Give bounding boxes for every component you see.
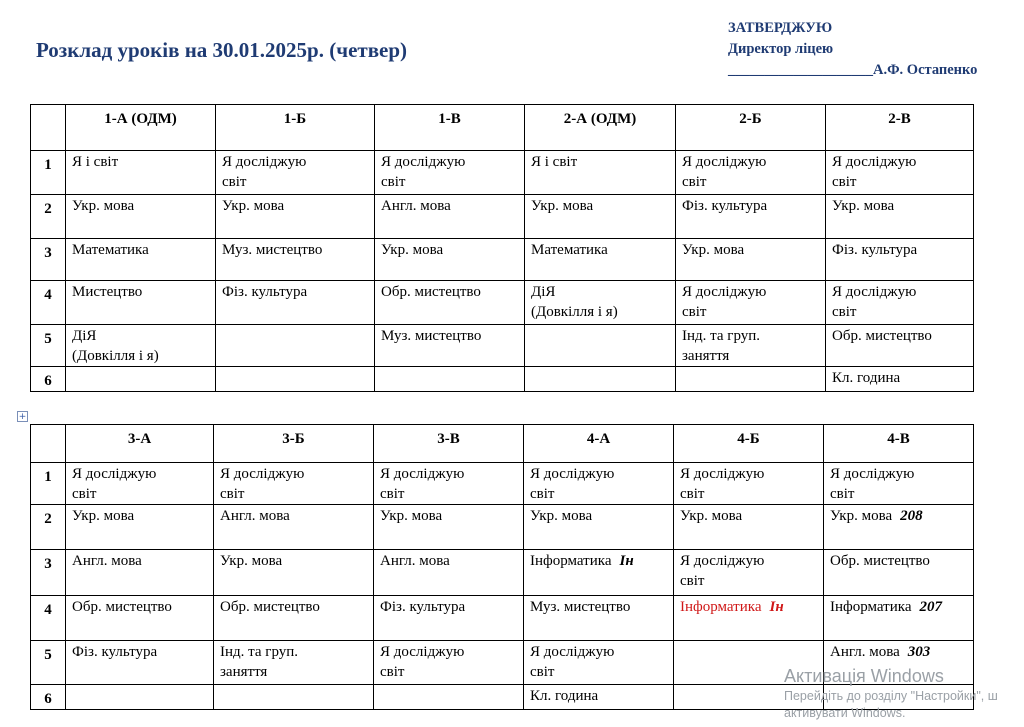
approval-block [728,18,977,81]
lesson-number: 3 [31,550,66,596]
corner-cell [31,425,66,463]
lesson-cell [216,195,375,239]
subject-text: Кл. година [832,370,901,386]
subject-text: Укр. мова [531,198,594,214]
subject-text: Англ. мова 303 [830,644,931,660]
lesson-cell [216,151,375,195]
lesson-cell [374,596,524,641]
lesson-cell [674,596,824,641]
lesson-cell [66,505,214,550]
activation-line-3: активувати Windows. [784,706,906,720]
class-header: 1-Б [216,105,375,151]
subject-text: Укр. мова 208 [830,508,923,524]
subject-text: світ [72,486,97,502]
subject-text: світ [832,304,857,320]
subject-text: заняття [682,348,730,364]
lesson-cell [375,325,525,367]
subject-text: Англ. мова [220,508,290,524]
subject-text: світ [830,486,855,502]
subject-text: Я досліджую [530,466,615,482]
lesson-cell [66,195,216,239]
subject-text: Кл. година [530,688,599,704]
lesson-number: 4 [31,281,66,325]
subject-text: Англ. мова [380,553,450,569]
lesson-cell [525,325,676,367]
lesson-cell [214,550,374,596]
lesson-cell [824,505,974,550]
lesson-cell [524,505,674,550]
class-header: 1-А (ОДМ) [66,105,216,151]
class-header: 2-В [826,105,974,151]
subject-text: Обр. мистецтво [832,328,932,344]
lesson-cell [676,281,826,325]
subject-text: Я досліджую [682,284,767,300]
lesson-cell [524,463,674,505]
lesson-cell [66,151,216,195]
lesson-cell [66,239,216,281]
lesson-row [31,239,974,281]
lesson-cell [676,151,826,195]
lesson-cell [216,367,375,392]
class-header: 3-В [374,425,524,463]
subject-text: світ [530,664,555,680]
subject-text: Укр. мова [72,508,135,524]
lesson-row [31,325,974,367]
activation-line-2: Перейдіть до розділу "Настройки", ш [784,689,998,703]
subject-text: Інд. та груп. [220,644,299,660]
lesson-cell [826,281,974,325]
lesson-cell [216,239,375,281]
lesson-number: 2 [31,195,66,239]
lesson-number: 6 [31,685,66,710]
subject-text: Обр. мистецтво [220,599,320,615]
subject-text: Інформатика Ін [680,599,784,615]
activation-title: Активація Windows [784,666,944,686]
class-header: 4-В [824,425,974,463]
lesson-row [31,195,974,239]
subject-text: Обр. мистецтво [72,599,172,615]
subject-text: Я досліджую [381,154,466,170]
lesson-cell [216,281,375,325]
subject-text: Я досліджую [530,644,615,660]
subject-text: Мистецтво [72,284,143,300]
subject-text: Укр. мова [530,508,593,524]
subject-text: світ [680,486,705,502]
lesson-cell [375,151,525,195]
lesson-cell [525,281,676,325]
lesson-cell [824,596,974,641]
subject-text: Я досліджую [832,284,917,300]
lesson-cell [374,550,524,596]
subject-text: світ [832,174,857,190]
lesson-cell [66,367,216,392]
lesson-row [31,505,974,550]
lesson-cell [66,550,214,596]
lesson-cell [374,505,524,550]
lesson-number: 1 [31,151,66,195]
subject-text: Я і світ [72,154,119,170]
table-header-row [31,425,974,463]
lesson-number: 1 [31,463,66,505]
subject-text: Муз. мистецтво [381,328,482,344]
lesson-cell [525,151,676,195]
lesson-cell [525,195,676,239]
lesson-cell [824,463,974,505]
lesson-row [31,596,974,641]
room-label: 208 [900,508,923,524]
subject-text: заняття [220,664,268,680]
subject-text: Фіз. культура [832,242,918,258]
lesson-cell [214,685,374,710]
lesson-cell [66,463,214,505]
class-header: 1-В [375,105,525,151]
subject-text: Муз. мистецтво [222,242,323,258]
subject-text: світ [530,486,555,502]
lesson-row [31,550,974,596]
corner-cell [31,105,66,151]
lesson-number: 6 [31,367,66,392]
subject-text: ДіЯ [72,328,97,344]
approve-word: ЗАТВЕРДЖУЮ [728,20,833,36]
room-label: 303 [907,644,931,660]
subject-text: Муз. мистецтво [530,599,631,615]
class-header: 4-А [524,425,674,463]
approve-signature: ____________________А.Ф. Остапенко [728,62,978,78]
lesson-cell [826,195,974,239]
subject-text: Фіз. культура [72,644,158,660]
lesson-cell [375,367,525,392]
subject-text: Обр. мистецтво [830,553,930,569]
lesson-cell [676,367,826,392]
lesson-cell [66,685,214,710]
subject-text: Укр. мова [832,198,895,214]
subject-text: Інд. та груп. [682,328,761,344]
lesson-row [31,463,974,505]
lesson-cell [66,641,214,685]
subject-text: Математика [531,242,608,258]
subject-text: Англ. мова [381,198,451,214]
lesson-cell [524,685,674,710]
lesson-cell [676,195,826,239]
lesson-cell [214,505,374,550]
page-title: Розклад уроків на 30.01.2025р. (четвер) [36,38,408,62]
class-header: 2-Б [676,105,826,151]
subject-text: світ [682,174,707,190]
lesson-number: 2 [31,505,66,550]
approve-role: Директор ліцею [728,41,834,57]
lesson-cell [674,550,824,596]
lesson-cell [826,151,974,195]
lesson-cell [826,325,974,367]
subject-text: Фіз. культура [222,284,308,300]
subject-text: світ [380,486,405,502]
subject-text: Я досліджую [380,644,465,660]
subject-text: Математика [72,242,149,258]
subject-text: Я досліджую [72,466,157,482]
lesson-cell [216,325,375,367]
subject-text: Фіз. культура [682,198,768,214]
subject-text: Укр. мова [72,198,135,214]
lesson-row [31,367,974,392]
subject-text: Обр. мистецтво [381,284,481,300]
subject-text: світ [682,304,707,320]
subject-text: світ [222,174,247,190]
lesson-cell [826,239,974,281]
lesson-cell [525,367,676,392]
subject-text: Я досліджую [830,466,915,482]
table-header-row [31,105,974,151]
subject-text: Укр. мова [381,242,444,258]
subject-text: ДіЯ [531,284,556,300]
lesson-cell [66,325,216,367]
lesson-cell [66,596,214,641]
subject-text: Укр. мова [682,242,745,258]
subject-text: Я досліджую [682,154,767,170]
subject-text: Я досліджую [680,466,765,482]
subject-text: світ [381,174,406,190]
subject-text: Я досліджую [222,154,307,170]
lesson-row [31,281,974,325]
lesson-cell [524,550,674,596]
lesson-cell [214,463,374,505]
subject-text: Я і світ [531,154,578,170]
room-label: Ін [619,553,634,569]
subject-text: Я досліджую [680,553,765,569]
subject-text: Фіз. культура [380,599,466,615]
subject-text: світ [220,486,245,502]
subject-text: Англ. мова [72,553,142,569]
subject-text: Укр. мова [680,508,743,524]
lesson-number: 5 [31,641,66,685]
room-label: 207 [919,599,942,615]
lesson-number: 4 [31,596,66,641]
lesson-cell [375,281,525,325]
lesson-cell [824,550,974,596]
lesson-cell [214,596,374,641]
subject-text: Інформатика Ін [530,553,634,569]
lesson-cell [374,685,524,710]
lesson-cell [676,239,826,281]
lesson-cell [66,281,216,325]
subject-text: Укр. мова [222,198,285,214]
lesson-number: 5 [31,325,66,367]
lesson-cell [375,195,525,239]
subject-text: (Довкілля і я) [531,304,618,320]
class-header: 3-А [66,425,214,463]
table-move-handle-icon[interactable]: + [18,412,27,422]
subject-text: Укр. мова [380,508,443,524]
lesson-cell [374,463,524,505]
schedule-table-grades-1-2 [30,104,974,392]
lesson-cell [214,641,374,685]
lesson-cell [524,641,674,685]
subject-text: Я досліджую [832,154,917,170]
class-header: 4-Б [674,425,824,463]
subject-text: світ [680,573,705,589]
lesson-number: 3 [31,239,66,281]
lesson-cell [374,641,524,685]
lesson-cell [826,367,974,392]
lesson-cell [674,463,824,505]
class-header: 2-А (ОДМ) [525,105,676,151]
lesson-cell [674,505,824,550]
subject-text: Я досліджую [220,466,305,482]
subject-text: Укр. мова [220,553,283,569]
subject-text: світ [380,664,405,680]
lesson-cell [375,239,525,281]
class-header: 3-Б [214,425,374,463]
room-label: Ін [769,599,784,615]
subject-text: Інформатика 207 [830,599,942,615]
lesson-cell [676,325,826,367]
lesson-cell [525,239,676,281]
lesson-row [31,151,974,195]
lesson-cell [524,596,674,641]
subject-text: (Довкілля і я) [72,348,159,364]
windows-activation-watermark [784,664,998,722]
subject-text: Я досліджую [380,466,465,482]
